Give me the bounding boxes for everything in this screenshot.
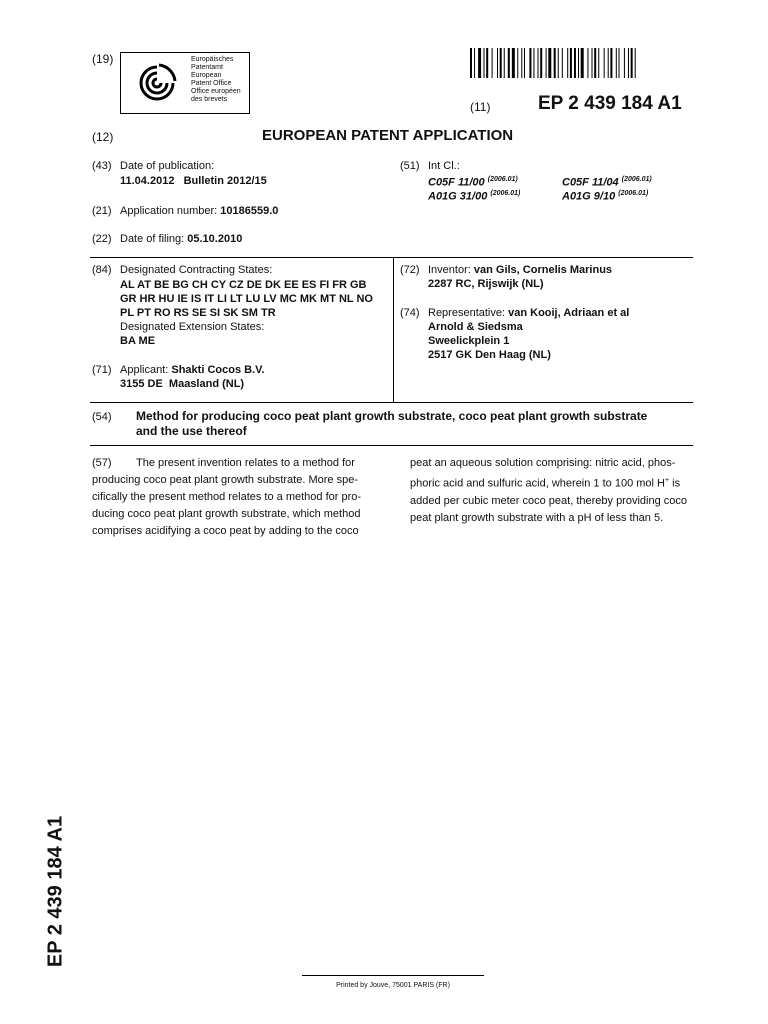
abstract-line: The present invention relates to a method for [136,457,355,469]
applicant-row: Applicant: Shakti Cocos B.V. [120,364,265,376]
epo-logo [120,52,250,114]
abstract-line: producing coco peat plant growth substrate. More spe- [92,474,358,486]
divider [90,445,693,446]
office-line: Patent Office [191,80,232,87]
inid-71: (71) [92,364,112,376]
inventor-row: Inventor: van Gils, Cornelis Marinus [428,264,613,276]
document-type: EUROPEAN PATENT APPLICATION [262,127,514,144]
class-code: C05F 11/00 $^{(2006.01)}$ [428,176,518,189]
inid-54: (54) [92,411,112,423]
inid-74: (74) [400,307,420,319]
class-code: C05F 11/04 $^{(2006.01)}$ [562,176,652,189]
inid-11: (11) [470,100,491,114]
epo-emblem-icon [129,59,185,107]
office-line: European [191,72,222,79]
states-line: AL AT BE BG CH CY CZ DE DK EE ES FI FR GB [120,279,367,291]
abstract-left-column [92,455,374,540]
int-cl-label: Int Cl.: [428,160,460,172]
inid-21: (21) [92,205,112,217]
office-line: Europäisches [191,56,234,63]
side-publication-number: EP 2 439 184 A1 [44,815,67,968]
abstract-line: cifically the present method relates to a method for pro- [92,491,362,503]
abstract-line: comprises acidifying a coco peat by adding to the coco [92,525,359,537]
app-number-row: Application number: 10186559.0 [120,205,279,217]
states-line: PL PT RO RS SE SI SK SM TR [120,307,276,319]
rep-address-line: 2517 GK Den Haag (NL) [428,349,551,361]
title-line: Method for producing coco peat plant growth substrate, coco peat plant growth substrate [136,409,648,423]
filing-date-row: Date of filing: 05.10.2010 [120,233,243,245]
abstract-line: peat plant growth substrate with a pH of less than 5. [410,511,664,524]
representative-row: Representative: van Kooij, Adriaan et al [428,307,630,319]
inid-43: (43) [92,160,112,172]
inventor-address: 2287 RC, Rijswijk (NL) [428,278,544,290]
pub-date-label: Date of publication: [120,160,215,172]
inid-12: (12) [92,130,114,144]
column-divider [393,257,394,402]
inid-22: (22) [92,233,112,245]
rep-address-line: Sweelickplein 1 [428,335,510,347]
office-line: Office européen [191,88,241,95]
inid-57: (57) [92,457,112,469]
footer-rule [302,975,484,976]
class-code: A01G 9/10 $^{(2006.01)}$ [562,190,649,203]
class-code: A01G 31/00 $^{(2006.01)}$ [428,190,521,203]
inid-84: (84) [92,264,112,276]
title-line: and the use thereof [136,424,247,438]
rep-address-line: Arnold & Siedsma [428,321,523,333]
states-label: Designated Contracting States: [120,264,273,276]
office-line: Patentamt [191,64,223,71]
abstract-line: peat an aqueous solution comprising: nitric acid, phos- [410,457,676,469]
ext-states: BA ME [120,335,156,347]
barcode [470,48,692,78]
publication-number: EP 2 439 184 A1 [538,93,682,114]
inid-72: (72) [400,264,420,276]
states-line: GR HR HU IE IS IT LI LT LU LV MC MK MT NL NO [120,293,373,305]
abstract-line: phoric acid and sulfuric acid, wherein 1 to 100 mol H+ is [410,477,681,490]
pub-date: 11.04.2012 Bulletin 2012/15 [120,175,267,187]
inid-19: (19) [92,52,114,66]
inid-51: (51) [400,160,420,172]
divider [90,402,693,403]
office-line: des brevets [191,96,228,103]
abstract-line: ducing coco peat plant growth substrate, which method [92,508,361,520]
abstract-line: added per cubic meter coco peat, thereby providing coco [410,494,687,507]
abstract-right-column [410,455,693,527]
ext-states-label: Designated Extension States: [120,321,265,333]
divider [90,257,693,258]
applicant-address: 3155 DE Maasland (NL) [120,378,245,390]
printer-note: Printed by Jouve, 75001 PARIS (FR) [336,982,450,989]
